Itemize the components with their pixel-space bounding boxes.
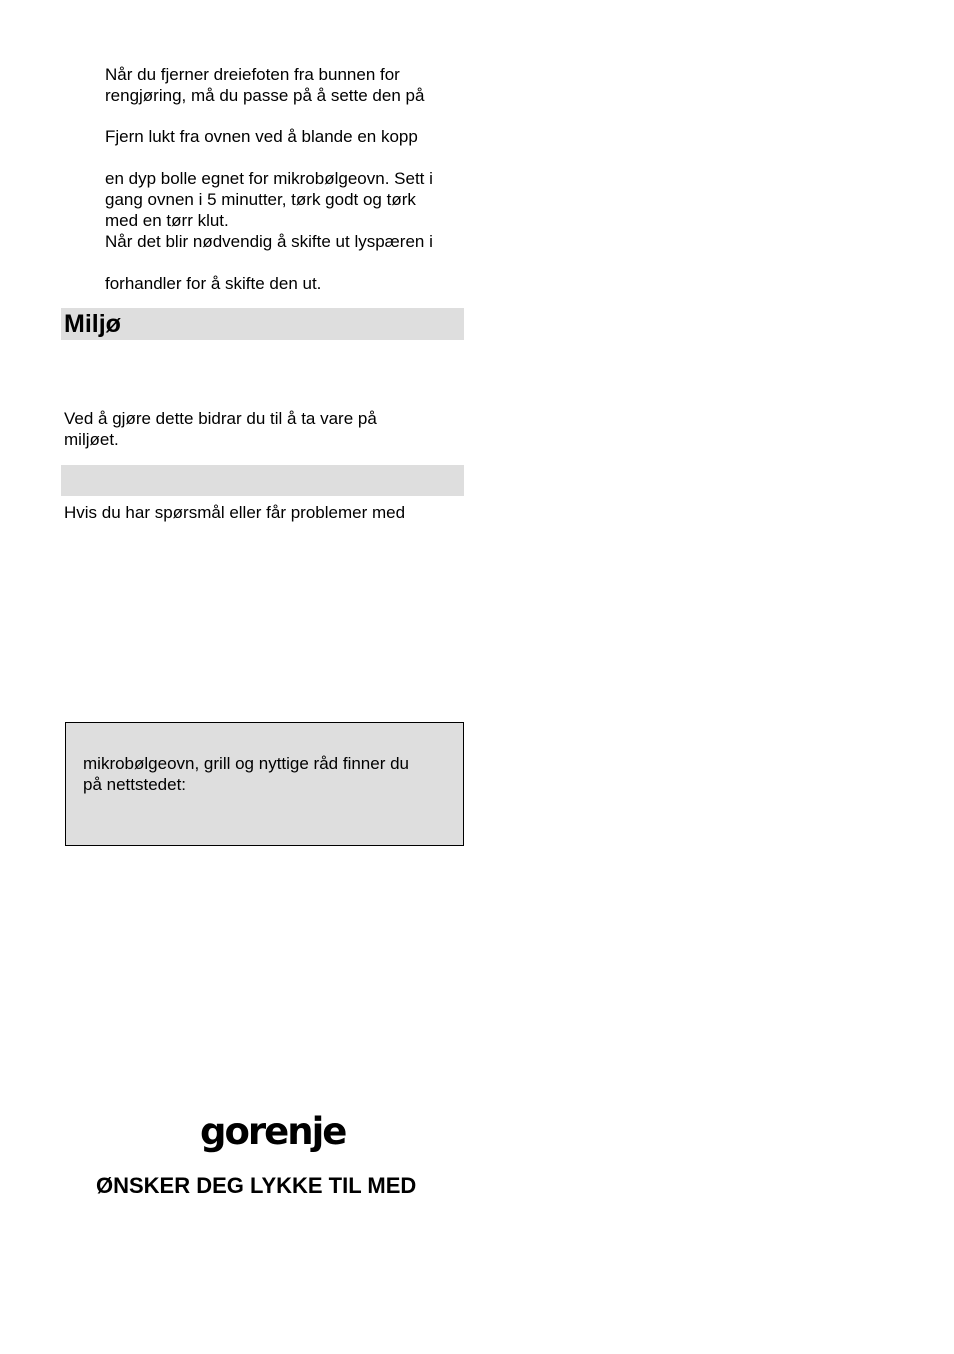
text-line: Ved å gjøre dette bidrar du til å ta vare på <box>64 409 377 428</box>
section-header-environment <box>61 308 464 340</box>
text-line: Fjern lukt fra ovnen ved å blande en kopp <box>105 127 418 146</box>
text-line: miljøet. <box>64 430 119 449</box>
info-box-text <box>83 753 409 795</box>
text-line: forhandler for å skifte den ut. <box>105 274 322 293</box>
section-title-environment: Miljø <box>64 310 121 338</box>
section-header-support <box>61 465 464 496</box>
environment-paragraph <box>64 408 377 450</box>
text-line: rengjøring, må du passe på å sette den på <box>105 86 425 105</box>
text-line: på nettstedet: <box>83 775 187 794</box>
text-line: Når det blir nødvendig å skifte ut lyspæren i <box>105 232 433 251</box>
care-paragraph-turntable <box>105 64 424 106</box>
care-paragraph-bowl <box>105 168 433 252</box>
care-paragraph-odour <box>105 126 418 147</box>
text-line: Når du fjerner dreiefoten fra bunnen for <box>105 65 400 84</box>
text-line: Hvis du har spørsmål eller får problemer med <box>64 503 406 522</box>
text-line: mikrobølgeovn, grill og nyttige råd finner du <box>83 754 409 773</box>
text-line: med en tørr klut. <box>105 211 229 230</box>
website-info-box <box>65 722 464 846</box>
closing-message: ØNSKER DEG LYKKE TIL MED <box>96 1173 417 1198</box>
gorenje-logo: gorenje <box>200 1110 346 1153</box>
support-paragraph <box>64 502 405 523</box>
text-line: gang ovnen i 5 minutter, tørk godt og tørk <box>105 190 416 209</box>
care-paragraph-lamp <box>105 273 321 294</box>
text-line: en dyp bolle egnet for mikrobølgeovn. Sett i <box>105 169 433 188</box>
